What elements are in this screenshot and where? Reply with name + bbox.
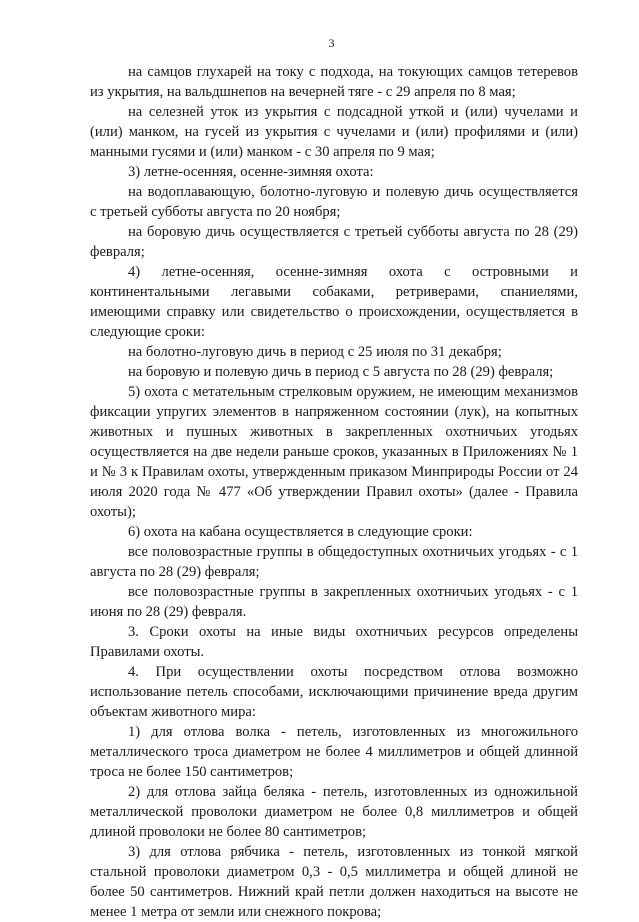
paragraph: 2) для отлова зайца беляка - петель, изготовленных из одножильной металлической проволоки диаметром не более 0,8 миллиметров и общей длиной проволоки не более 80 сантиметров; xyxy=(90,784,578,840)
paragraph: 5) охота с метательным стрелковым оружием, не имеющим механизмов фиксации упругих элементов в напряженном состоянии (лук), на копытных животных и пушных животных в закрепленных охотничьих угодьях осуществляется на две недели раньше сроков, указанных в Приложениях № 1 и № 3 к Правилам охоты, утвержденным приказом Минприроды России от 24 июля 2020 года № 477 «Об утверждении Правил охоты» (далее - Правила охоты); xyxy=(90,384,578,520)
paragraph: 1) для отлова волка - петель, изготовленных из многожильного металлического троса диаметром не более 4 миллиметров и общей длинной троса не более 150 сантиметров; xyxy=(90,724,578,780)
paragraph: на водоплавающую, болотно-луговую и полевую дичь осуществляется с третьей субботы августа по 20 ноября; xyxy=(90,184,578,220)
paragraph: на боровую дичь осуществляется с третьей субботы августа по 28 (29) февраля; xyxy=(90,224,578,260)
paragraph: все половозрастные группы в общедоступных охотничьих угодьях - с 1 августа по 28 (29) февраля; xyxy=(90,544,578,580)
paragraph: 3) летне-осенняя, осенне-зимняя охота: xyxy=(128,164,374,180)
paragraph: все половозрастные группы в закрепленных охотничьих угодьях - с 1 июня по 28 (29) февраля. xyxy=(90,584,578,620)
paragraph: 6) охота на кабана осуществляется в следующие сроки: xyxy=(128,524,473,540)
document-body xyxy=(90,62,578,922)
paragraph: на самцов глухарей на току с подхода, на токующих самцов тетеревов из укрытия, на вальдшнепов на вечерней тяге - с 29 апреля по 8 мая; xyxy=(90,64,578,100)
page-number: 3 xyxy=(328,36,335,50)
paragraph: 3) для отлова рябчика - петель, изготовленных из тонкой мягкой стальной проволоки диаметром 0,3 - 0,5 миллиметра и общей длиной не более 50 сантиметров. Нижний край петли должен находиться на высоте не менее 1 метра от земли или снежного покрова; xyxy=(90,844,578,920)
paragraph: 4. При осуществлении охоты посредством отлова возможно использование петель способами, исключающими причинение вреда другим объектам животного мира: xyxy=(90,664,578,720)
paragraph: на болотно-луговую дичь в период с 25 июля по 31 декабря; xyxy=(128,344,502,360)
paragraph: 3. Сроки охоты на иные виды охотничьих ресурсов определены Правилами охоты. xyxy=(90,624,578,660)
paragraph: 4) летне-осенняя, осенне-зимняя охота с островными и континентальными легавыми собаками, ретриверами, спаниелями, имеющими справку или свидетельство о происхождении, осуществляется в следующие сроки: xyxy=(90,264,578,340)
paragraph: на селезней уток из укрытия с подсадной уткой и (или) чучелами и (или) манком, на гусей из укрытия с чучелами и (или) профилями и (или) манными гусями и (или) манком - с 30 апреля по 9 мая; xyxy=(90,104,578,160)
paragraph: на боровую и полевую дичь в период с 5 августа по 28 (29) февраля; xyxy=(128,364,554,380)
